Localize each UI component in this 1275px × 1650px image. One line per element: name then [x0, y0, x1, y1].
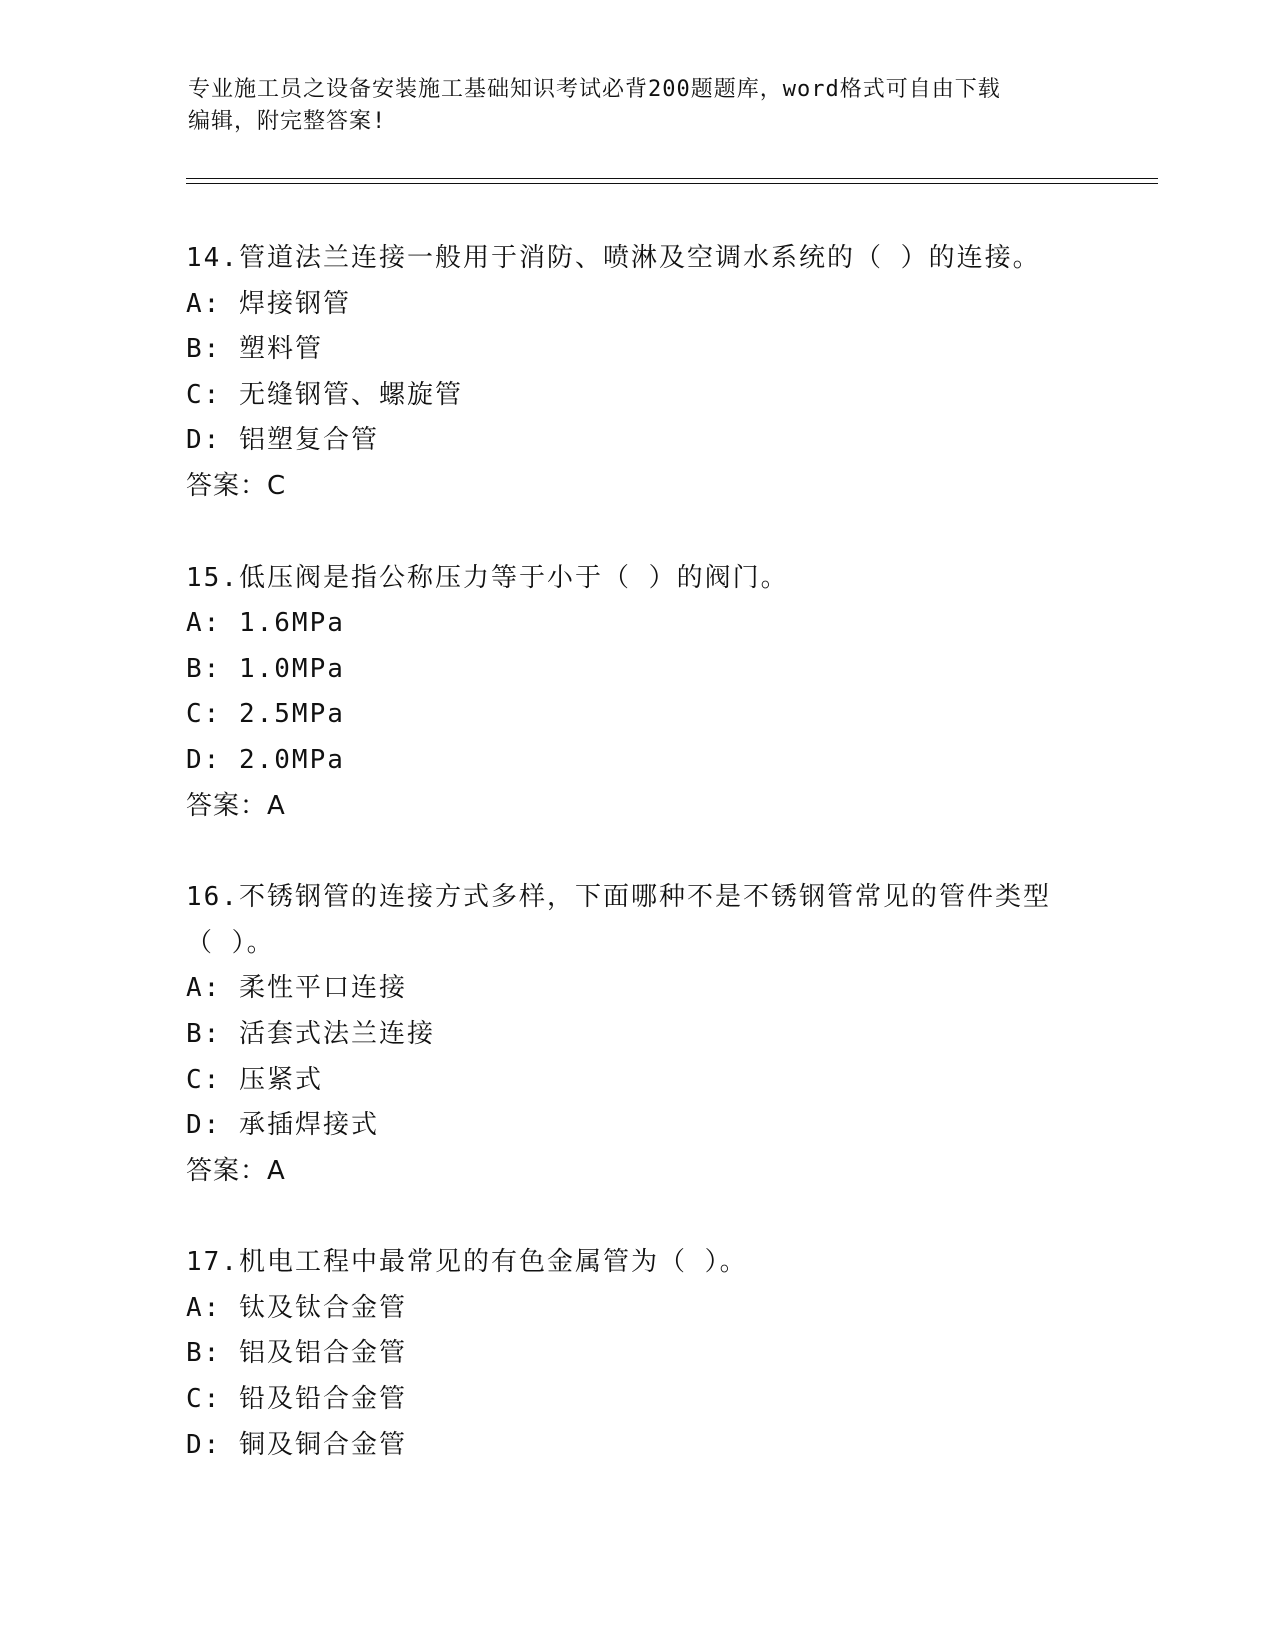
option-d: D: 铜及铜合金管: [186, 1429, 407, 1460]
option-b: B: 铝及铝合金管: [186, 1338, 407, 1369]
option-b: B: 活套式法兰连接: [186, 1018, 435, 1049]
question-14: [186, 236, 1086, 510]
question-17: [186, 1240, 1086, 1468]
answer: 答案：A: [186, 1155, 286, 1186]
option-d: D: 2.0MPa: [186, 744, 345, 775]
header-divider-top: [186, 178, 1158, 179]
option-c: C: 压紧式: [186, 1064, 323, 1095]
question-15: [186, 556, 1086, 830]
option-a: A: 钛及钛合金管: [186, 1292, 407, 1323]
question-stem: 16.不锈钢管的连接方式多样，下面哪种不是不锈钢管常见的管件类型: [186, 882, 1051, 913]
option-a: A: 1.6MPa: [186, 608, 345, 639]
answer: 答案：A: [186, 790, 286, 821]
document-header: [188, 74, 1068, 138]
question-list: [186, 236, 1086, 1514]
question-stem: 15.低压阀是指公称压力等于小于（ ）的阀门。: [186, 562, 789, 593]
header-line-1: 专业施工员之设备安装施工基础知识考试必背200题题库，word格式可自由下载: [188, 77, 1001, 102]
option-d: D: 承插焊接式: [186, 1110, 379, 1141]
header-divider-bottom: [186, 183, 1158, 184]
question-stem: 14.管道法兰连接一般用于消防、喷淋及空调水系统的（ ）的连接。: [186, 243, 1041, 273]
question-stem-continued: （ ）。: [186, 927, 275, 958]
answer: 答案：C: [186, 470, 287, 501]
option-a: A: 焊接钢管: [186, 288, 351, 319]
header-line-2: 编辑，附完整答案!: [188, 109, 387, 134]
option-c: C: 2.5MPa: [186, 699, 345, 730]
option-d: D: 铝塑复合管: [186, 425, 379, 456]
option-b: B: 塑料管: [186, 334, 323, 365]
question-16: [186, 875, 1086, 1194]
option-c: C: 铅及铅合金管: [186, 1384, 407, 1415]
question-stem: 17.机电工程中最常见的有色金属管为（ ）。: [186, 1247, 748, 1278]
option-a: A: 柔性平口连接: [186, 973, 407, 1004]
option-b: B: 1.0MPa: [186, 653, 345, 684]
option-c: C: 无缝钢管、螺旋管: [186, 379, 463, 410]
